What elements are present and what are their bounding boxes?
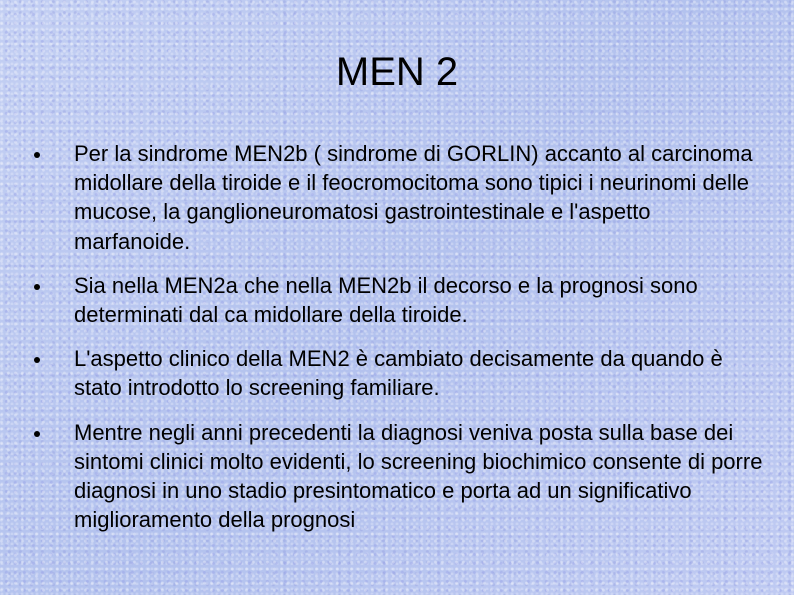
bullet-item	[34, 344, 764, 402]
bullet-list	[34, 139, 764, 549]
bullet-text: Mentre negli anni precedenti la diagnosi veniva posta sulla base dei sintomi clinici molto evidenti, lo screening biochimico consente di porre diagnosi in uno stadio presintomatico e porta ad un significativo miglioramento della prognosi	[74, 419, 763, 533]
bullet-text: L'aspetto clinico della MEN2 è cambiato decisamente da quando è stato introdotto lo screening familiare.	[74, 346, 723, 401]
bullet-item	[34, 418, 764, 535]
slide-title: MEN 2	[335, 50, 459, 94]
bullet-dot-icon	[34, 284, 40, 290]
bullet-dot-icon	[34, 431, 40, 437]
bullet-dot-icon	[34, 357, 40, 363]
bullet-item	[34, 139, 764, 256]
bullet-text: Per la sindrome MEN2b ( sindrome di GORLIN) accanto al carcinoma midollare della tiroide e il feocromocitoma sono tipici i neurinomi delle mucose, la ganglioneuromatosi gastrointestinale e l'aspetto marfanoide.	[74, 141, 753, 254]
bullet-dot-icon	[34, 152, 40, 158]
bullet-text: Sia nella MEN2a che nella MEN2b il decorso e la prognosi sono determinati dal ca midollare della tiroide.	[74, 272, 698, 328]
bullet-item	[34, 271, 764, 329]
